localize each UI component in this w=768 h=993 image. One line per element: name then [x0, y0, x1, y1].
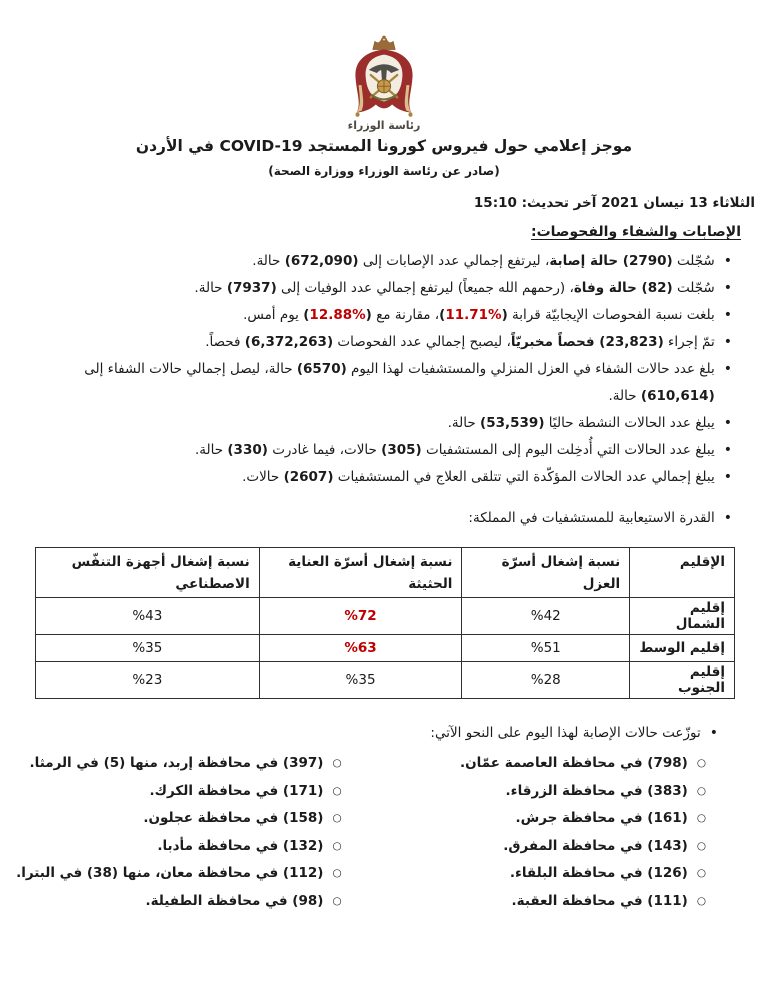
bullet-marker-icon: • — [723, 469, 732, 485]
governorate-item — [0, 750, 342, 778]
governorate-text: (126) في محافظة البلقاء. — [509, 865, 688, 881]
text-segment: القدرة الاستيعابية للمستشفيات في المملكة: — [468, 510, 715, 526]
text-segment: يوم أمس. — [243, 307, 304, 323]
governorate-text: (98) في محافظة الطفيلة. — [145, 892, 324, 909]
table-header-cell: نسبة إشغال أسرّة العزل — [462, 548, 630, 598]
text-segment: (330) — [227, 442, 268, 458]
governorate-columns — [0, 750, 768, 915]
text-segment: بلغت نسبة الفحوصات الإيجابيّة قرابة — [507, 307, 715, 323]
text-segment: حالات، فيما غادرت — [267, 442, 382, 458]
text-segment: بلغ عدد حالات الشفاء في العزل المنزلي والمستشفيات لهذا اليوم — [346, 361, 715, 377]
section-header-text: الإصابات والشفاء والفحوصات: — [531, 224, 741, 240]
text-segment: يبلغ إجمالي عدد الحالات المؤكّدة التي تتلقى العلاج في المستشفيات — [333, 469, 715, 485]
text-segment: حالة. — [194, 442, 228, 458]
value-cell: %35 — [259, 662, 462, 699]
circle-bullet-icon: ○ — [696, 784, 706, 797]
bullet-text — [22, 437, 715, 464]
governorate-item — [0, 778, 342, 806]
text-segment: (672,090) — [284, 253, 359, 269]
recoveries-bullet — [22, 356, 732, 410]
bullet-marker-icon: • — [723, 280, 732, 296]
circle-bullet-icon: ○ — [332, 812, 342, 824]
governorate-text: (171) في محافظة الكرك. — [149, 782, 324, 799]
text-segment: حالة. — [252, 253, 285, 269]
value-cell: %42 — [462, 598, 630, 635]
table-header-cell: الإقليم — [630, 548, 735, 598]
bullet-text — [22, 720, 701, 747]
circle-bullet-icon: ○ — [332, 867, 342, 879]
text-segment: (23,823) فحصاً مخبريّاً — [510, 334, 664, 350]
region-cell: إقليم الوسط — [630, 635, 735, 662]
governorate-list-right — [346, 750, 768, 915]
value-cell: %23 — [36, 662, 260, 699]
hospital-capacity-table — [35, 547, 735, 699]
governorate-text: (112) في محافظة معان، منها (38) في البترا. — [16, 865, 324, 881]
lab-tests-bullet — [22, 329, 732, 356]
cases-bullet — [22, 248, 732, 275]
value-cell: %35 — [36, 635, 260, 662]
circle-bullet-icon: ○ — [332, 894, 342, 907]
text-segment: يبلغ عدد الحالات النشطة حاليًا — [544, 415, 715, 431]
governorate-text: (383) في محافظة الزرقاء. — [505, 782, 688, 799]
text-segment: %11.71 — [445, 307, 502, 323]
text-segment: حالة. — [608, 388, 641, 404]
governorate-item — [346, 778, 706, 806]
text-segment: حالة. — [447, 415, 481, 431]
prime-ministry-logo — [0, 0, 768, 132]
governorate-text: (798) في محافظة العاصمة عمّان. — [460, 755, 688, 771]
circle-bullet-icon: ○ — [696, 839, 706, 852]
value-cell: %28 — [462, 662, 630, 699]
circle-bullet-icon: ○ — [332, 757, 342, 769]
text-segment: (7937) — [226, 280, 277, 296]
text-segment: سُجّلت — [672, 280, 715, 296]
bullet-marker-icon: • — [723, 334, 732, 350]
value-cell: %51 — [462, 635, 630, 662]
value-cell: %72 — [259, 598, 462, 635]
governorate-item — [346, 833, 706, 861]
text-segment: حالات. — [242, 469, 284, 485]
governorate-item — [0, 860, 342, 888]
bullet-text — [22, 410, 715, 437]
bullet-marker-icon: • — [723, 253, 732, 269]
bullet-marker-icon: • — [709, 725, 718, 741]
governorate-text: (397) في محافظة إربد، منها (5) في الرمثا. — [29, 755, 324, 771]
table-header-cell: نسبة إشغال أسرّة العناية الحثيثة — [259, 548, 462, 598]
text-segment: (53,539) — [480, 415, 545, 431]
bullet-text — [22, 356, 715, 410]
text-segment: (2607) — [283, 469, 334, 485]
circle-bullet-icon: ○ — [696, 812, 706, 824]
governorate-item — [346, 888, 706, 916]
governorate-list-left — [0, 750, 346, 915]
section-header-cases — [0, 224, 768, 240]
text-segment: (6,372,263) — [244, 334, 334, 350]
circle-bullet-icon: ○ — [332, 784, 342, 797]
bullet-marker-icon: • — [723, 442, 732, 458]
page-subtitle: (صادر عن رئاسة الوزراء ووزارة الصحة) — [268, 164, 500, 178]
bullet-marker-icon: • — [723, 307, 732, 323]
circle-bullet-icon: ○ — [696, 867, 706, 879]
text-segment: يبلغ عدد الحالات التي أُدخِلت اليوم إلى المستشفيات — [421, 442, 715, 458]
region-cell: إقليم الشمال — [630, 598, 735, 635]
governorate-text: (143) في محافظة المفرق. — [503, 837, 688, 854]
text-segment: حالة، ليصل إجمالي حالات الشفاء إلى — [84, 361, 297, 377]
distribution-bullet-list — [0, 720, 768, 747]
governorate-text: (161) في محافظة جرش. — [515, 810, 688, 826]
bullet-marker-icon: • — [723, 361, 732, 377]
text-segment: ، ليرتفع إجمالي عدد الإصابات إلى — [358, 253, 550, 269]
text-segment: توزّعت حالات الإصابة لهذا اليوم على النحو الآتي: — [430, 725, 701, 741]
governorate-text: (111) في محافظة العقبة. — [511, 892, 688, 909]
text-segment: (610,614) — [640, 388, 715, 404]
governorate-item — [0, 888, 342, 916]
governorate-item — [346, 805, 706, 833]
bullet-text — [22, 248, 715, 275]
bullet-text — [22, 505, 715, 532]
text-segment: فحصاً. — [205, 334, 245, 350]
circle-bullet-icon: ○ — [332, 839, 342, 852]
text-segment: %12.88 — [309, 307, 366, 323]
positivity-rate-bullet — [22, 302, 732, 329]
bullet-text — [22, 464, 715, 491]
cases-distribution-bullet — [22, 720, 718, 747]
value-cell: %43 — [36, 598, 260, 635]
text-segment: (6570) — [296, 361, 347, 377]
circle-bullet-icon: ○ — [696, 757, 706, 769]
governorate-item — [0, 805, 342, 833]
table-row — [36, 635, 735, 662]
bullet-text — [22, 329, 715, 356]
text-segment: ( — [365, 307, 372, 323]
text-segment: سُجّلت — [672, 253, 715, 269]
text-segment: حالة. — [194, 280, 227, 296]
value-cell: %63 — [259, 635, 462, 662]
text-segment: ) — [439, 307, 446, 323]
text-segment: ، ليصبح إجمالي عدد الفحوصات — [333, 334, 511, 350]
text-segment: ، (رحمهم الله جميعاً) ليرتفع إجمالي عدد الوفيات إلى — [276, 280, 574, 296]
text-segment: (2790) حالة إصابة — [549, 253, 673, 269]
bullet-marker-icon: • — [723, 510, 732, 526]
stats-bullet-list — [0, 248, 768, 491]
dateline: الثلاثاء 13 نيسان 2021 آخر تحديث: 15:10 — [473, 195, 755, 211]
deaths-bullet — [22, 275, 732, 302]
hospital-admissions-bullet — [22, 437, 732, 464]
text-segment: ) — [303, 307, 310, 323]
hospitalized-total-bullet — [22, 464, 732, 491]
bullet-text — [22, 275, 715, 302]
active-cases-bullet — [22, 410, 732, 437]
table-row — [36, 662, 735, 699]
text-segment: ، مقارنة مع — [371, 307, 440, 323]
table-header-row — [36, 548, 735, 598]
table-header-cell: نسبة إشغال أجهزة التنفّس الاصطناعي — [36, 548, 260, 598]
governorate-item — [0, 833, 342, 861]
page-title: موجز إعلامي حول فيروس كورونا المستجد COVID-19 في الأردن — [135, 137, 633, 155]
logo-caption: رئاسة الوزراء — [347, 119, 421, 132]
text-segment: (305) — [381, 442, 422, 458]
capacity-bullet-list — [0, 505, 768, 532]
bullet-marker-icon: • — [723, 415, 732, 431]
region-cell: إقليم الجنوب — [630, 662, 735, 699]
governorate-item — [346, 750, 706, 778]
jordan-coat-of-arms-icon — [328, 34, 440, 118]
governorate-text: (158) في محافظة عجلون. — [143, 810, 324, 826]
circle-bullet-icon: ○ — [696, 894, 706, 907]
table-row — [36, 598, 735, 635]
text-segment: (82) حالة وفاة — [573, 280, 673, 296]
governorate-item — [346, 860, 706, 888]
bullet-text — [22, 302, 715, 329]
text-segment: تمّ إجراء — [663, 334, 715, 350]
governorate-text: (132) في محافظة مأدبا. — [157, 837, 324, 854]
hospital-capacity-bullet — [22, 505, 732, 532]
text-segment: ( — [501, 307, 508, 323]
